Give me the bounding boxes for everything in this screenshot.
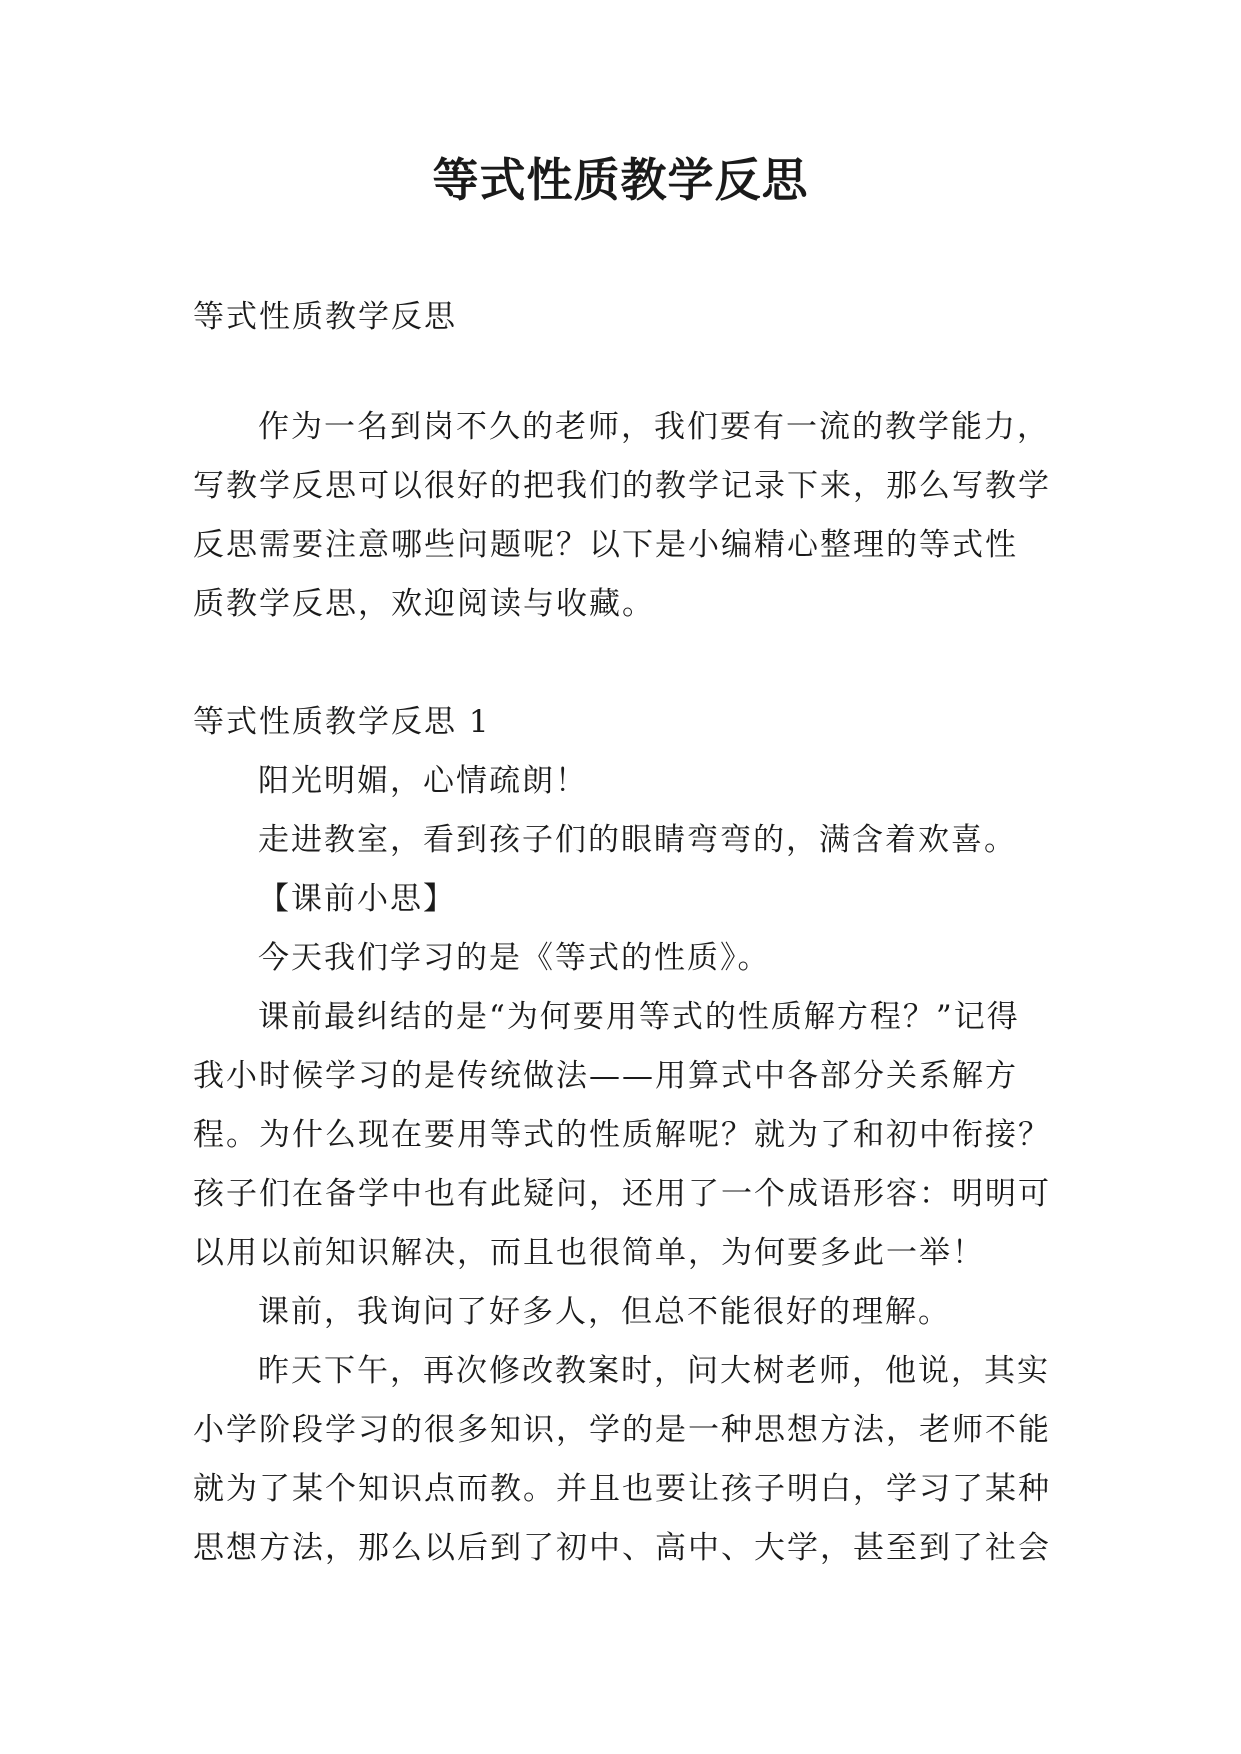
body-line: 【课前小思】 xyxy=(258,881,456,917)
intro-line: 作为一名到岗不久的老师，我们要有一流的教学能力， xyxy=(258,409,1050,445)
body-line: 思想方法，那么以后到了初中、高中、大学，甚至到了社会 xyxy=(193,1530,1051,1566)
body-line: 程。为什么现在要用等式的性质解呢？就为了和初中衔接？ xyxy=(193,1117,1051,1153)
intro-line: 反思需要注意哪些问题呢？以下是小编精心整理的等式性 xyxy=(193,527,1018,563)
body-line: 以用以前知识解决，而且也很简单，为何要多此一举！ xyxy=(193,1235,985,1271)
body-line: 今天我们学习的是《等式的性质》。 xyxy=(258,940,771,976)
body-line: 阳光明媚，心情疏朗！ xyxy=(258,763,588,799)
section-heading: 等式性质教学反思 1 xyxy=(193,704,491,740)
body-line: 走进教室，看到孩子们的眼睛弯弯的，满含着欢喜。 xyxy=(258,822,1017,858)
intro-line: 质教学反思，欢迎阅读与收藏。 xyxy=(193,586,655,622)
document-subtitle: 等式性质教学反思 xyxy=(193,299,457,335)
body-line: 我小时候学习的是传统做法——用算式中各部分关系解方 xyxy=(193,1058,1018,1094)
body-line: 小学阶段学习的很多知识，学的是一种思想方法，老师不能 xyxy=(193,1412,1051,1448)
intro-line: 写教学反思可以很好的把我们的教学记录下来，那么写教学 xyxy=(193,468,1051,504)
body-line: 就为了某个知识点而教。并且也要让孩子明白，学习了某种 xyxy=(193,1471,1051,1507)
document-title: 等式性质教学反思 xyxy=(432,153,809,207)
body-line: 课前，我询问了好多人，但总不能很好的理解。 xyxy=(258,1294,951,1330)
body-line: 孩子们在备学中也有此疑问，还用了一个成语形容：明明可 xyxy=(193,1176,1051,1212)
body-line: 课前最纠结的是“为何要用等式的性质解方程？”记得 xyxy=(258,999,1020,1035)
body-line: 昨天下午，再次修改教案时，问大树老师，他说，其实 xyxy=(258,1353,1050,1389)
